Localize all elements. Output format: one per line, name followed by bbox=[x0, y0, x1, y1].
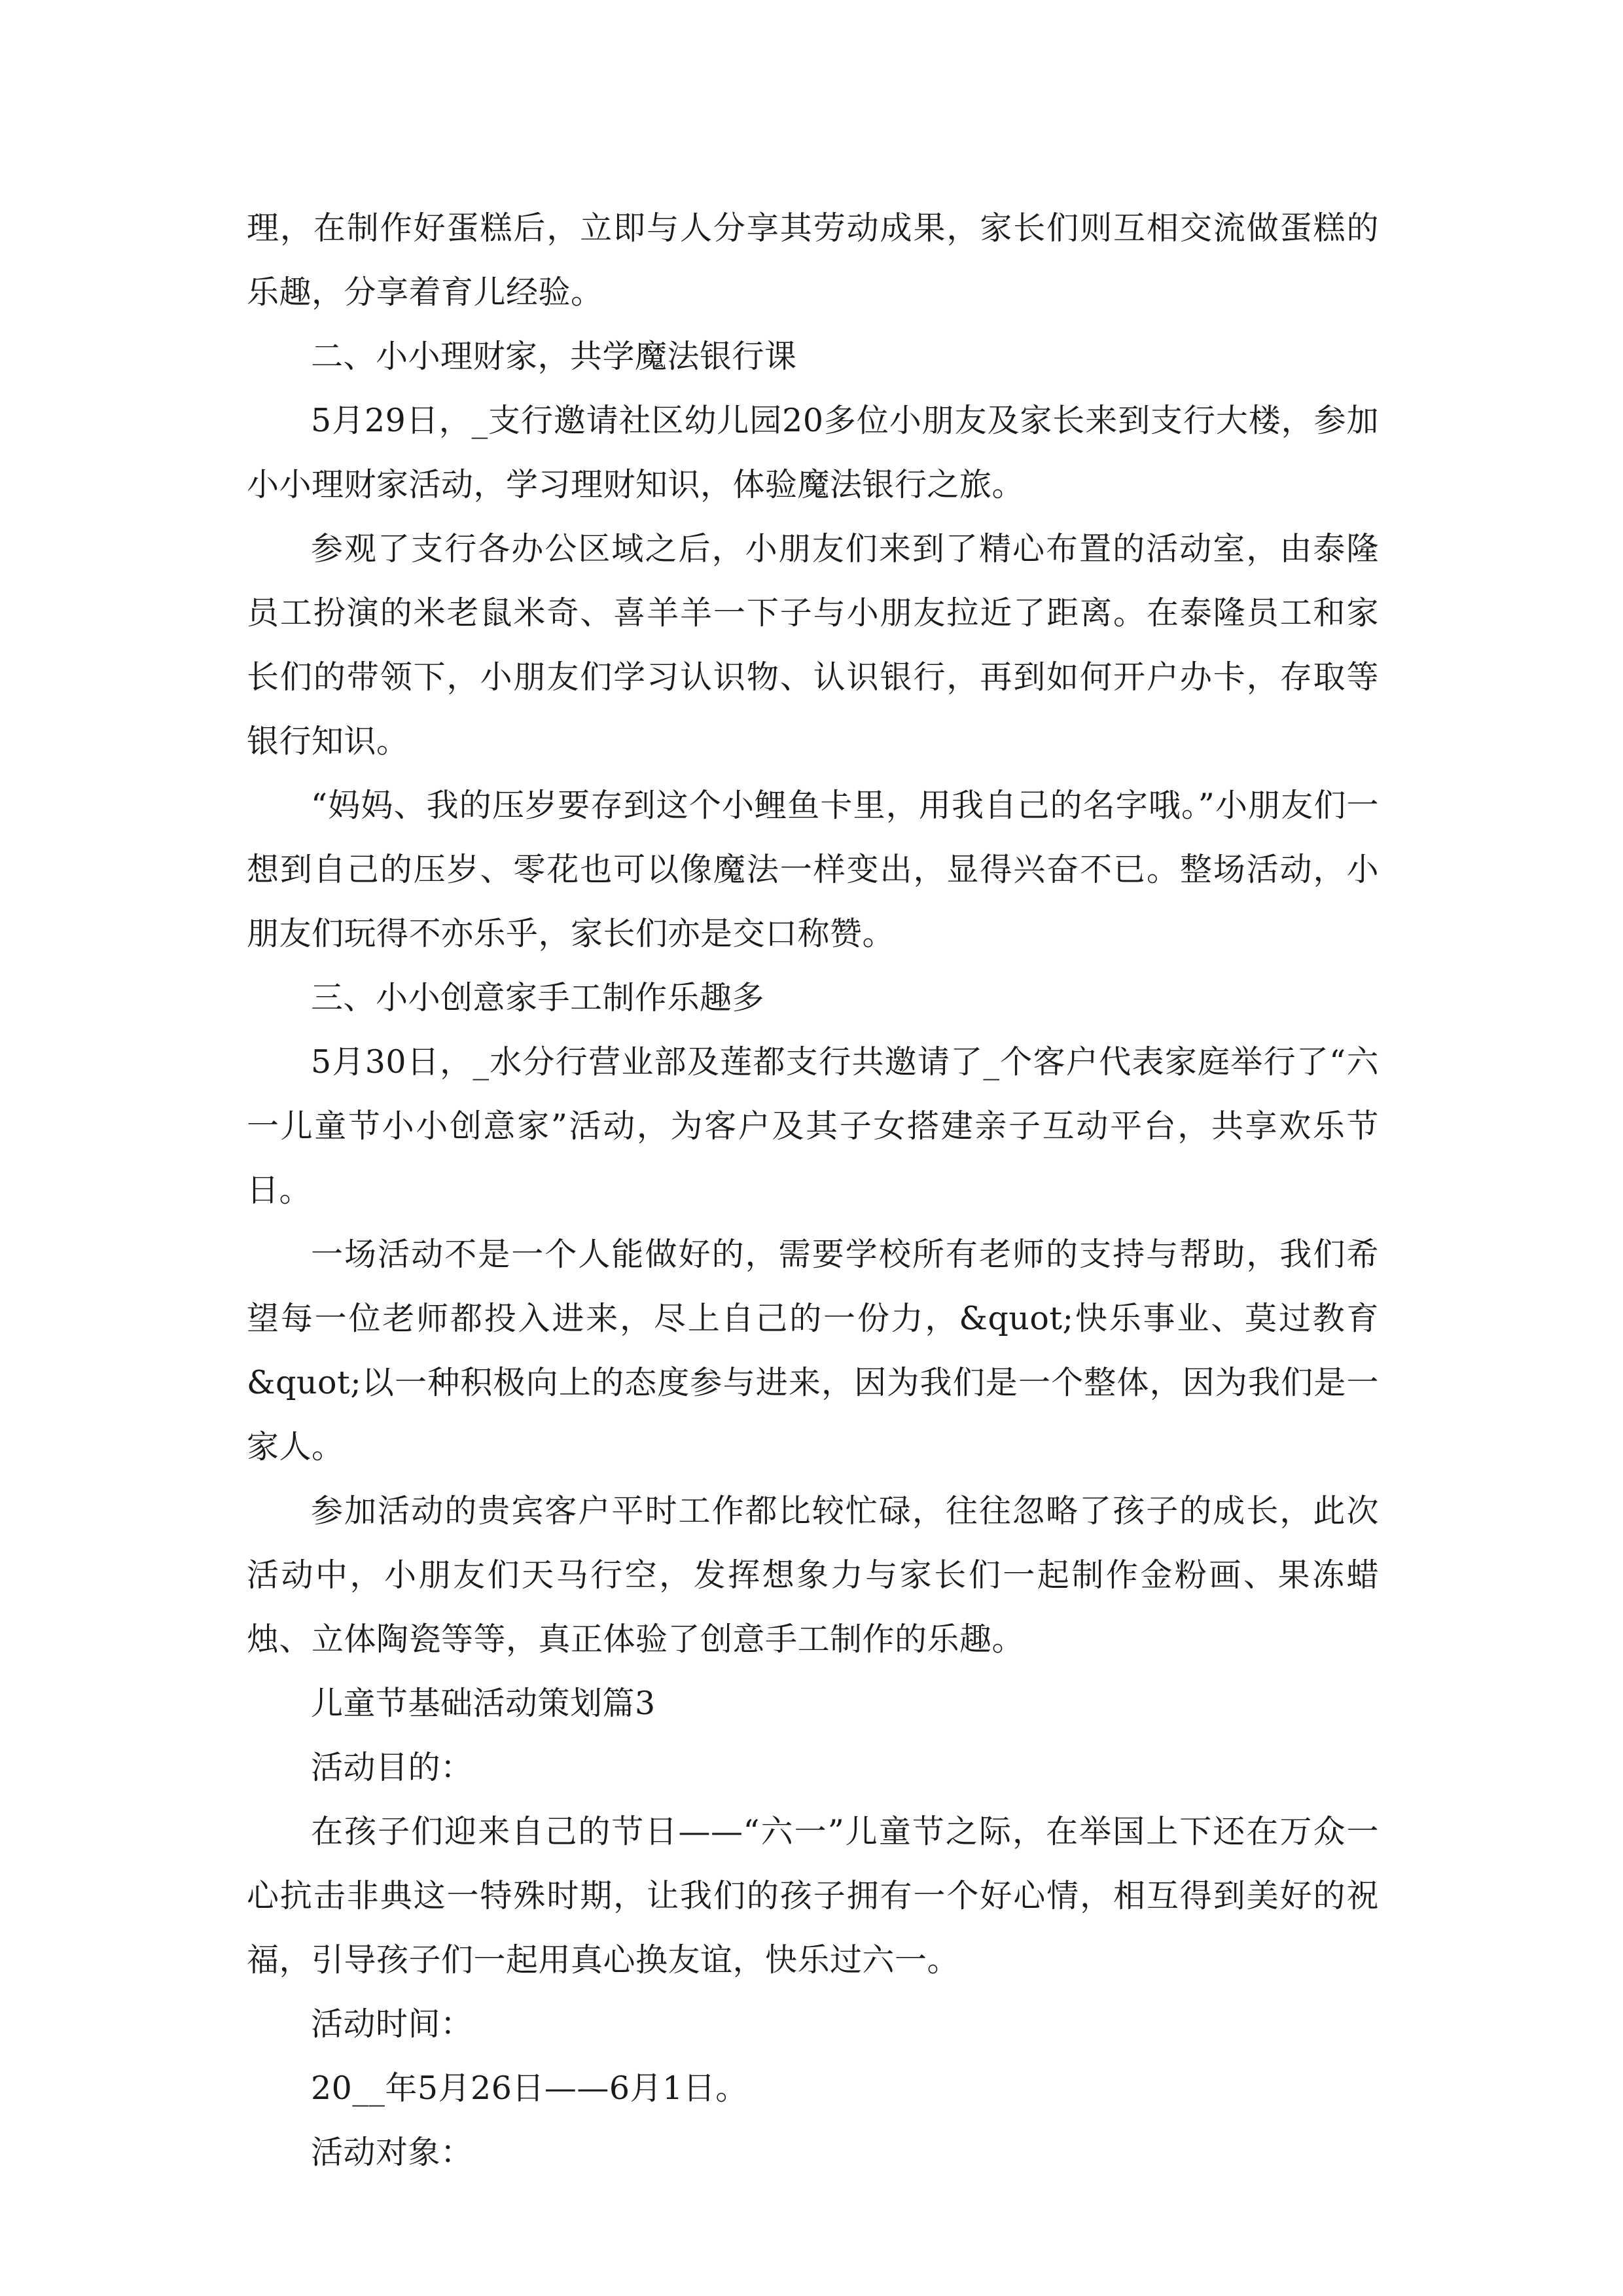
field-label: 活动对象： bbox=[311, 2134, 473, 2171]
section-heading: 二、小小理财家，共学魔法银行课 bbox=[311, 338, 797, 375]
section-heading: 三、小小创意家手工制作乐趣多 bbox=[311, 979, 765, 1016]
field-label: 活动时间： bbox=[311, 2005, 473, 2043]
paragraph: 一场活动不是一个人能做好的，需要学校所有老师的支持与帮助，我们希望每一位老师都投入进来，尽上自己的一份力，&quot;快乐事业、莫过教育&quot;以一种积极向上的态度参与进来，因为我们是一个整体，因为我们是一家人。 bbox=[247, 1236, 1379, 1465]
paragraph: 理，在制作好蛋糕后，立即与人分享其劳动成果，家长们则互相交流做蛋糕的乐趣，分享着育儿经验。 bbox=[247, 209, 1379, 311]
document-body bbox=[247, 196, 1379, 2185]
paragraph: 5月29日，_支行邀请社区幼儿园20多位小朋友及家长来到支行大楼，参加小小理财家活动，学习理财知识，体验魔法银行之旅。 bbox=[247, 402, 1379, 503]
paragraph: “妈妈、我的压岁要存到这个小鲤鱼卡里，用我自己的名字哦。”小朋友们一想到自己的压岁、零花也可以像魔法一样变出，显得兴奋不已。整场活动，小朋友们玩得不亦乐乎，家长们亦是交口称赞。 bbox=[247, 787, 1379, 952]
document-subtitle: 儿童节基础活动策划篇3 bbox=[311, 1685, 656, 1722]
paragraph: 参观了支行各办公区域之后，小朋友们来到了精心布置的活动室，由泰隆员工扮演的米老鼠米奇、喜羊羊一下子与小朋友拉近了距离。在泰隆员工和家长们的带领下，小朋友们学习认识物、认识银行，再到如何开户办卡，存取等银行知识。 bbox=[247, 530, 1379, 760]
field-label: 活动目的： bbox=[311, 1749, 473, 1786]
paragraph: 在孩子们迎来自己的节日——“六一”儿童节之际，在举国上下还在万众一心抗击非典这一特殊时期，让我们的孩子拥有一个好心情，相互得到美好的祝福，引导孩子们一起用真心换友谊，快乐过六一。 bbox=[247, 1813, 1379, 1979]
paragraph: 20__年5月26日——6月1日。 bbox=[311, 2070, 748, 2107]
paragraph: 5月30日，_水分行营业部及莲都支行共邀请了_个客户代表家庭举行了“六一儿童节小小创意家”活动，为客户及其子女搭建亲子互动平台，共享欢乐节日。 bbox=[247, 1043, 1379, 1209]
paragraph: 参加活动的贵宾客户平时工作都比较忙碌，往往忽略了孩子的成长，此次活动中，小朋友们天马行空，发挥想象力与家长们一起制作金粉画、果冻蜡烛、立体陶瓷等等，真正体验了创意手工制作的乐趣。 bbox=[247, 1492, 1379, 1658]
